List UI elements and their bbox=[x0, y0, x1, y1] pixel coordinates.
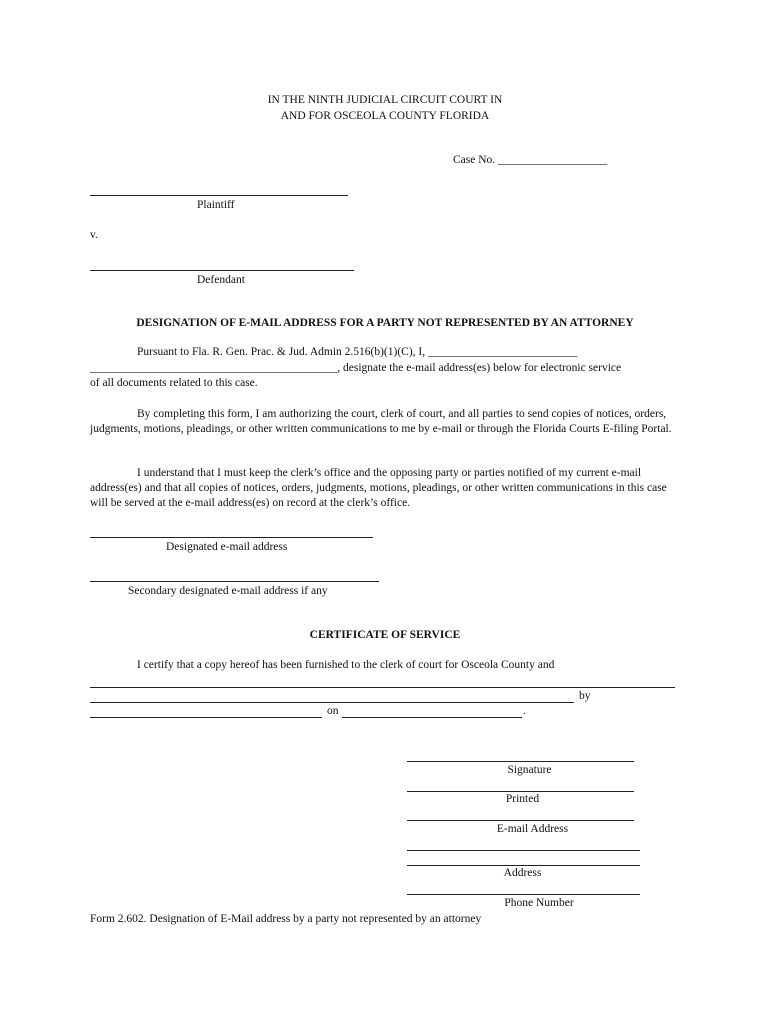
certificate-date-line bbox=[342, 717, 522, 718]
certificate-title: CERTIFICATE OF SERVICE bbox=[309, 629, 461, 641]
court-name-line1: IN THE NINTH JUDICIAL CIRCUIT COURT IN bbox=[267, 94, 503, 106]
court-name-line2: AND FOR OSCEOLA COUNTY FLORIDA bbox=[280, 110, 490, 122]
certificate-line1: I certify that a copy hereof has been furnished to the clerk of court for Osceola County and bbox=[137, 659, 555, 671]
document-title: DESIGNATION OF E-MAIL ADDRESS FOR A PARTY NOT REPRESENTED BY AN ATTORNEY bbox=[136, 317, 634, 329]
form-footer: Form 2.602. Designation of E-Mail address by a party not represented by an attorney bbox=[90, 913, 482, 925]
certificate-by-text: by bbox=[579, 690, 591, 702]
certificate-name-line bbox=[90, 717, 322, 718]
email-address-line bbox=[407, 820, 634, 821]
paragraph-1-line2: ___________________________________________, designate the e-mail address(es) below for electronic service bbox=[90, 362, 622, 374]
designated-email-line bbox=[90, 537, 373, 538]
signature-label: Signature bbox=[507, 764, 552, 776]
certificate-on-text: on bbox=[327, 705, 339, 717]
printed-label: Printed bbox=[505, 793, 540, 805]
phone-number-label: Phone Number bbox=[504, 897, 574, 909]
case-number-field: Case No. ___________________ bbox=[453, 154, 608, 166]
secondary-email-label: Secondary designated e-mail address if any bbox=[128, 585, 328, 597]
email-address-label: E-mail Address bbox=[496, 823, 569, 835]
plaintiff-label: Plaintiff bbox=[197, 199, 235, 211]
phone-number-line bbox=[407, 894, 640, 895]
designated-email-label: Designated e-mail address bbox=[166, 541, 288, 553]
paragraph-1-line3: of all documents related to this case. bbox=[90, 377, 258, 389]
signature-line bbox=[407, 761, 634, 762]
certificate-method-line bbox=[90, 702, 574, 703]
paragraph-3: I understand that I must keep the clerk’s office and the opposing party or parties notified of my current e-mail address(es) and that all copies of notices, orders, judgments, motions, pleadings, or other written communications in this case will be served at the e-mail address(es) on record at the clerk’s office. bbox=[90, 467, 667, 509]
versus-label: v. bbox=[90, 229, 98, 241]
printed-name-line bbox=[407, 791, 634, 792]
defendant-label: Defendant bbox=[197, 274, 245, 286]
secondary-email-line bbox=[90, 581, 379, 582]
address-label: Address bbox=[503, 867, 542, 879]
certificate-recipient-line bbox=[90, 687, 675, 688]
address-line-2 bbox=[407, 865, 640, 866]
address-line-1 bbox=[407, 850, 640, 851]
certificate-period: . bbox=[523, 705, 526, 717]
plaintiff-line bbox=[90, 195, 348, 196]
paragraph-1-line1: Pursuant to Fla. R. Gen. Prac. & Jud. Admin 2.516(b)(1)(C), I, __________________________ bbox=[137, 346, 578, 358]
defendant-line bbox=[90, 270, 354, 271]
paragraph-2: By completing this form, I am authorizing the court, clerk of court, and all parties to send copies of notices, orders, judgments, motions, pleadings, or other written communications to me by e-mail or through the Florida Courts E-filing Portal. bbox=[90, 408, 672, 435]
